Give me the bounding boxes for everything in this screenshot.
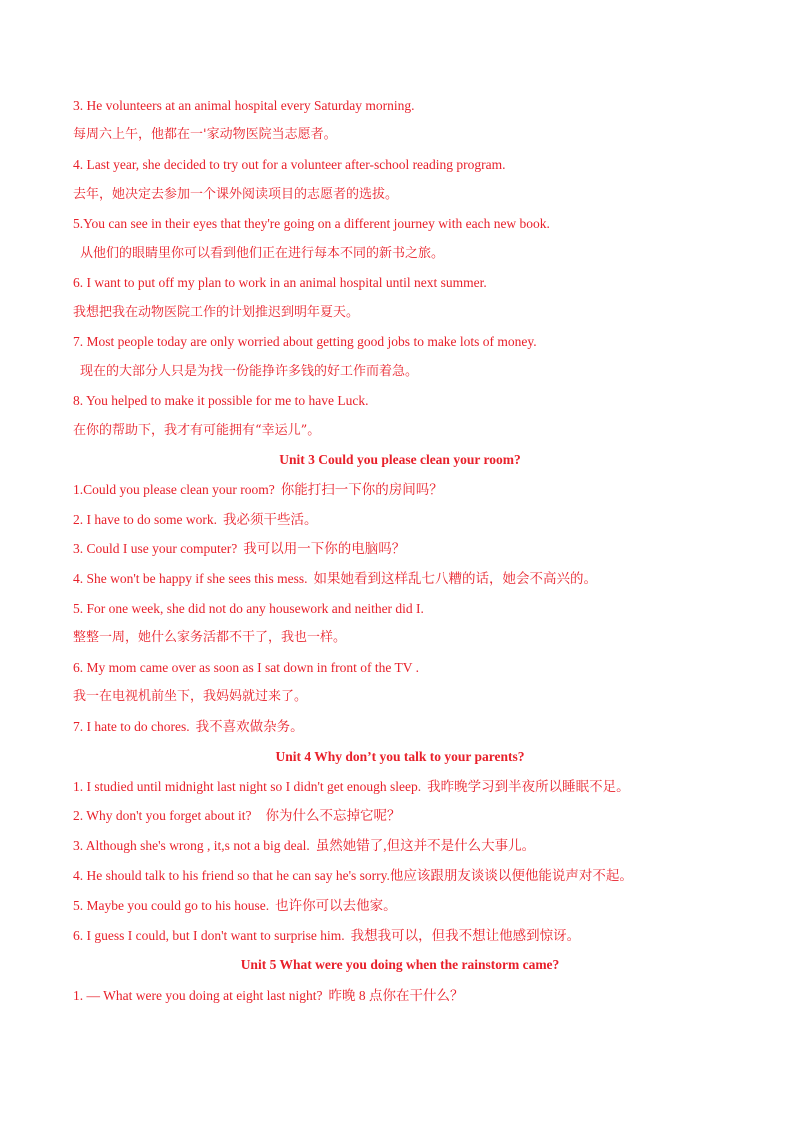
sentence-cn: 在你的帮助下，我才有可能拥有“幸运儿”。: [73, 423, 321, 438]
sentence-en: 2. I have to do some work.: [73, 512, 217, 527]
unit-heading: Unit 4 Why don’t you talk to your parents?: [275, 749, 525, 764]
sentence-pair: [73, 510, 733, 530]
sentence-cn: 我不喜欢做杂务。: [195, 719, 304, 734]
sentence-en: 4. She won't be happy if she sees this mess.: [73, 571, 308, 586]
sentence-pair: [73, 717, 733, 737]
sentence-pair: [73, 569, 733, 589]
sentence-cn: 我昨晚学习到半夜所以睡眠不足。: [427, 779, 630, 794]
sentence-pair: [73, 866, 733, 886]
sentence-pair: [73, 777, 733, 797]
sentence-cn: 我想把我在动物医院工作的计划推迟到明年夏天。: [73, 305, 360, 320]
sentence-cn: 他应该跟朋友谈谈以便他能说声对不起。: [389, 868, 633, 883]
sentence-cn: 虽然她错了,但这并不是什么大事儿。: [315, 838, 536, 853]
sentence-cn: 你为什么不忘掉它呢？: [265, 808, 401, 823]
sentence-en: 5. For one week, she did not do any housework and neither did I.: [73, 601, 424, 616]
sentence-cn: 也许你可以去他家。: [275, 898, 397, 913]
sentence-en: 3. He volunteers at an animal hospital every Saturday morning.: [73, 98, 415, 113]
sentence-cn: 现在的大部分人只是为找一份能挣许多钱的好工作而着急。: [80, 364, 419, 379]
sentence-cn: 我必须干些活。: [222, 512, 318, 527]
sentence-en: 4. He should talk to his friend so that he can say he's sorry.: [73, 868, 390, 883]
sentence-pair: [73, 480, 733, 500]
sentence-cn: 昨晚 8 点你在干什么？: [328, 988, 464, 1003]
sentence-en: 1. I studied until midnight last night so I didn't get enough sleep.: [73, 779, 422, 794]
sentence-pair: [73, 896, 733, 916]
sentence-en: 3. Although she's wrong , it,s not a big deal.: [73, 838, 310, 853]
sentence-en: 6. I want to put off my plan to work in an animal hospital until next summer.: [73, 275, 487, 290]
sentence-en: 3. Could I use your computer?: [73, 541, 238, 556]
sentence-cn: 我一在电视机前坐下，我妈妈就过来了。: [73, 689, 308, 704]
sentence-cn: 你能打扫一下你的房间吗？: [280, 482, 443, 497]
sentence-pair: [73, 986, 733, 1006]
sentence-cn: 如果她看到这样乱七八糟的话，她会不高兴的。: [313, 571, 598, 586]
sentence-cn: 我可以用一下你的电脑吗？: [243, 541, 406, 556]
sentence-en: 1.Could you please clean your room?: [73, 482, 275, 497]
sentence-pair: [73, 539, 733, 559]
sentence-cn: 每周六上午，他都在一'家动物医院当志愿者。: [73, 127, 337, 142]
sentence-cn: 去年，她决定去参加一个课外阅读项目的志愿者的选拔。: [73, 187, 399, 202]
sentence-en: 6. My mom came over as soon as I sat down in front of the TV .: [73, 660, 419, 675]
sentence-cn: 我想我可以，但我不想让他感到惊讶。: [350, 928, 581, 943]
sentence-en: 4. Last year, she decided to try out for a volunteer after-school reading program.: [73, 157, 506, 172]
sentence-cn: 从他们的眼睛里你可以看到他们正在进行每本不同的新书之旅。: [80, 246, 445, 261]
sentence-pair: [73, 836, 733, 856]
sentence-pair: [73, 806, 733, 826]
sentence-en: 2. Why don't you forget about it?: [73, 808, 252, 823]
sentence-en: 5. Maybe you could go to his house.: [73, 898, 270, 913]
sentence-pair: [73, 926, 733, 946]
sentence-en: 5.You can see in their eyes that they're going on a different journey with each new book.: [73, 216, 550, 231]
sentence-cn: 整整一周，她什么家务活都不干了，我也一样。: [73, 630, 347, 645]
sentence-en: 1. — What were you doing at eight last night?: [73, 988, 323, 1003]
unit-heading: Unit 5 What were you doing when the rainstorm came?: [240, 957, 560, 972]
sentence-en: 7. I hate to do chores.: [73, 719, 190, 734]
sentence-en: 7. Most people today are only worried about getting good jobs to make lots of money.: [73, 334, 537, 349]
sentence-en: 8. You helped to make it possible for me to have Luck.: [73, 393, 369, 408]
sentence-en: 6. I guess I could, but I don't want to surprise him.: [73, 928, 345, 943]
unit-heading: Unit 3 Could you please clean your room?: [279, 452, 521, 467]
